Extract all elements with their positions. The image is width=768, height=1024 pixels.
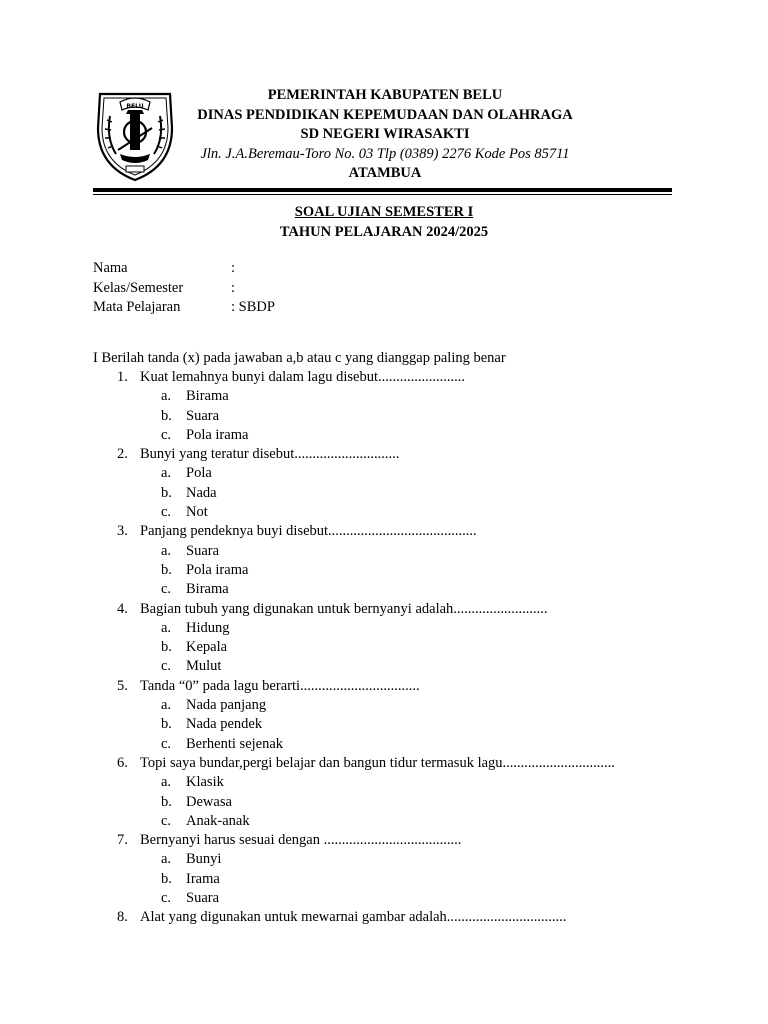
field-value: : [231, 260, 236, 276]
question-text: Kuat lemahnya bunyi dalam lagu disebut........................ [140, 369, 465, 385]
answer-option [93, 889, 693, 908]
option-letter: a. [161, 465, 172, 482]
option-text: Pola irama [186, 561, 249, 578]
option-letter: b. [161, 639, 172, 656]
option-letter: c. [161, 581, 172, 598]
answer-option [93, 580, 693, 599]
question-text: Bunyi yang teratur disebut............................. [140, 446, 400, 463]
option-text: Not [186, 504, 208, 521]
answer-option [93, 870, 693, 889]
student-info-fields [93, 259, 275, 318]
letterhead-divider-thick [93, 188, 672, 192]
svg-text:BELU: BELU [126, 103, 144, 110]
option-letter: a. [161, 774, 172, 791]
option-letter: c. [161, 812, 172, 829]
belu-emblem-icon [92, 88, 178, 184]
option-letter: b. [161, 870, 172, 887]
answer-option [93, 812, 693, 831]
option-letter: c. [161, 658, 172, 675]
field-nama [93, 259, 275, 279]
school-city: ATAMBUA [348, 165, 422, 181]
field-label: Nama [93, 260, 128, 276]
field-mata-pelajaran [93, 298, 275, 318]
question-list [93, 368, 693, 928]
option-text: Anak-anak [186, 812, 250, 829]
field-label: Kelas/Semester [93, 279, 184, 296]
academic-year: TAHUN PELAJARAN 2024/2025 [279, 224, 489, 240]
question-number: 2. [117, 446, 128, 463]
option-letter: b. [161, 561, 172, 578]
question-item [93, 908, 693, 927]
answer-option [93, 561, 693, 580]
option-letter: b. [161, 793, 172, 810]
question-item [93, 677, 693, 696]
letterhead-divider-thin [93, 194, 672, 195]
option-text: Suara [186, 890, 220, 907]
answer-option [93, 696, 693, 715]
question-text: Topi saya bundar,pergi belajar dan bangun tidur termasuk lagu............................... [140, 754, 615, 771]
option-text: Pola irama [186, 426, 249, 443]
option-letter: a. [161, 619, 172, 636]
question-number: 3. [117, 523, 128, 540]
question-text: Bernyanyi harus sesuai dengan ...................................... [140, 832, 462, 849]
answer-option [93, 850, 693, 869]
option-text: Dewasa [186, 793, 232, 810]
question-number: 5. [117, 677, 128, 694]
question-item [93, 522, 693, 541]
school-name: SD NEGERI WIRASAKTI [300, 126, 470, 142]
option-letter: a. [161, 542, 172, 559]
option-letter: b. [161, 716, 172, 733]
exam-title: SOAL UJIAN SEMESTER I [294, 204, 474, 220]
question-item [93, 754, 693, 773]
letterhead [180, 86, 590, 184]
option-letter: c. [161, 504, 172, 521]
answer-option [93, 407, 693, 426]
question-number: 1. [117, 369, 128, 385]
question-text: Tanda “0” pada lagu berarti................................. [140, 677, 420, 694]
question-item [93, 831, 693, 850]
option-text: Suara [186, 407, 220, 424]
answer-option [93, 503, 693, 522]
section-instruction: I Berilah tanda (x) pada jawaban a,b atau c yang dianggap paling benar [93, 350, 506, 366]
answer-option [93, 638, 693, 657]
government-name: PEMERINTAH KABUPATEN BELU [267, 87, 503, 103]
answer-option [93, 464, 693, 483]
option-letter: a. [161, 851, 172, 868]
answer-option [93, 793, 693, 812]
question-number: 7. [117, 832, 128, 849]
option-text: Berhenti sejenak [186, 735, 284, 752]
option-text: Nada pendek [186, 716, 263, 733]
field-label: Mata Pelajaran [93, 299, 181, 315]
option-letter: c. [161, 735, 172, 752]
question-text: Alat yang digunakan untuk mewarnai gambar adalah................................. [140, 909, 567, 926]
field-value: : SBDP [231, 299, 275, 315]
option-text: Pola [186, 465, 212, 482]
option-letter: c. [161, 426, 172, 443]
department-name: DINAS PENDIDIKAN KEPEMUDAAN DAN OLAHRAGA [197, 106, 573, 123]
field-kelas-semester [93, 279, 275, 299]
option-text: Kepala [186, 639, 228, 656]
question-text: Panjang pendeknya buyi disebut......................................... [140, 523, 477, 540]
answer-option [93, 657, 693, 676]
answer-option [93, 773, 693, 792]
exam-heading [0, 202, 768, 242]
question-item [93, 368, 693, 387]
option-letter: b. [161, 407, 172, 424]
school-address: Jln. J.A.Beremau-Toro No. 03 Tlp (0389) 2276 Kode Pos 85711 [200, 145, 570, 162]
question-text: Bagian tubuh yang digunakan untuk bernyanyi adalah.......................... [140, 600, 548, 617]
answer-option [93, 619, 693, 638]
question-number: 4. [117, 600, 128, 617]
answer-option [93, 735, 693, 754]
option-text: Birama [186, 388, 229, 405]
question-number: 6. [117, 754, 128, 771]
answer-option [93, 426, 693, 445]
option-text: Nada panjang [186, 697, 267, 714]
option-letter: b. [161, 484, 172, 501]
field-value: : [231, 279, 236, 296]
option-text: Suara [186, 542, 220, 559]
option-text: Bunyi [186, 851, 222, 868]
option-letter: a. [161, 388, 172, 405]
option-text: Birama [186, 581, 229, 598]
option-text: Irama [186, 870, 220, 887]
option-text: Klasik [186, 774, 224, 791]
answer-option [93, 715, 693, 734]
question-number: 8. [117, 909, 128, 926]
option-letter: a. [161, 697, 172, 714]
option-text: Hidung [186, 619, 230, 636]
question-item [93, 445, 693, 464]
answer-option [93, 542, 693, 561]
option-text: Mulut [186, 658, 222, 675]
question-item [93, 600, 693, 619]
option-text: Nada [186, 484, 217, 501]
option-letter: c. [161, 890, 172, 907]
answer-option [93, 387, 693, 406]
answer-option [93, 484, 693, 503]
